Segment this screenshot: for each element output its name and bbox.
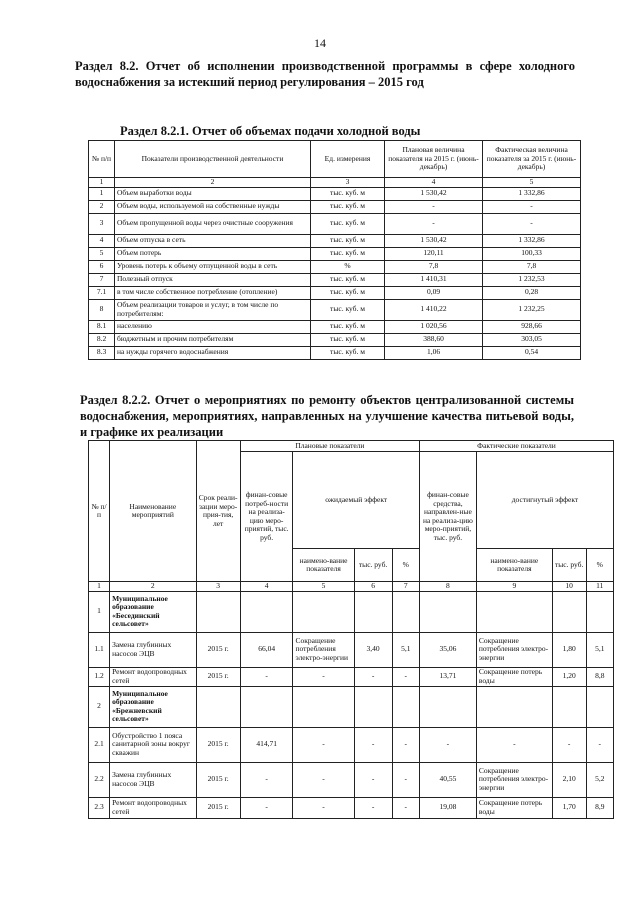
section-8-2-2-heading: Раздел 8.2.2. Отчет о мероприятиях по ремонту объектов централизованной системы водоснабжения, мероприятиях, направленных на улучшение качества питьевой воды, и графике их реализации [80,393,574,439]
expected-rub: - [354,762,392,797]
row-number: 8 [89,299,115,320]
water-supply-volume-table [88,140,581,360]
indicator-name: Полезный отпуск [115,273,311,286]
unit-cell: тыс. куб. м [311,320,385,333]
column-number: 5 [293,582,354,592]
header-cell: Ед. измерения [311,141,385,178]
column-number: 4 [240,582,293,592]
achieved-rub: 1,80 [552,632,586,667]
column-number: 3 [196,582,240,592]
plan-value: 7,8 [385,260,483,273]
empty-cell [419,686,476,727]
table-row [89,260,581,273]
indicator-name: бюджетным и прочим потребителям [115,333,311,346]
page-number: 14 [314,36,326,50]
table-row [89,667,614,686]
achieved-effect-name: Сокращение потребления электро-энергии [476,762,552,797]
unit-cell: тыс. куб. м [311,234,385,247]
header-cell: Плановая величина показателя на 2015 г. (июнь-декабрь) [385,141,483,178]
empty-cell [552,591,586,632]
municipality-name: Муниципальное образование «Бесединский сельсовет» [110,591,196,632]
measure-name: Замена глубинных насосов ЭЦВ [110,762,196,797]
indicator-name: Уровень потерь к объему отпущенной воды в сеть [115,260,311,273]
unit-cell: тыс. куб. м [311,213,385,234]
column-number: 10 [552,582,586,592]
row-number: 2 [89,686,110,727]
expected-rub: - [354,727,392,762]
term-cell: 2015 г. [196,667,240,686]
indicator-name: Объем воды, используемой на собственные нужды [115,200,311,213]
row-number: 8.2 [89,333,115,346]
expected-effect-name: - [293,667,354,686]
table-row [89,247,581,260]
column-number: 8 [419,582,476,592]
row-number: 1 [89,187,115,200]
empty-cell [196,591,240,632]
measure-name: Ремонт водопроводных сетей [110,667,196,686]
table-row [89,346,581,359]
plan-value: - [385,200,483,213]
section-8-2-1-heading: Раздел 8.2.1. Отчет об объемах подачи холодной воды [120,124,421,138]
expected-effect-name: Сокращение потребления электро-энергии [293,632,354,667]
achieved-pct: 5,1 [586,632,614,667]
empty-cell [392,591,419,632]
indicator-name: Объем выработки воды [115,187,311,200]
fact-finance: 19,08 [419,797,476,818]
fact-value: 7,8 [483,260,581,273]
unit-cell: тыс. куб. м [311,187,385,200]
measure-name: Ремонт водопроводных сетей [110,797,196,818]
unit-cell: % [311,260,385,273]
column-number: 9 [476,582,552,592]
plan-finance: 66,04 [240,632,293,667]
plan-value: 1,06 [385,346,483,359]
achieved-effect-name: Сокращение потребления электро-энергии [476,632,552,667]
column-number: 2 [110,582,196,592]
term-cell: 2015 г. [196,727,240,762]
indicator-name: Объем пропущенной воды через очистные сооружения [115,213,311,234]
empty-cell [586,686,614,727]
expected-pct: - [392,762,419,797]
row-number: 1 [89,591,110,632]
achieved-pct: - [586,727,614,762]
table2-column-numbers [89,582,614,592]
header-cell: Плановые показатели [240,441,419,452]
fact-value: 303,05 [483,333,581,346]
header-cell: финан-совые средства, направлен-ные на реализа-цию меро-приятий, тыс. руб. [419,452,476,582]
table-row [89,273,581,286]
header-cell: Наименование мероприятий [110,441,196,582]
plan-value: 1 410,31 [385,273,483,286]
fact-value: 0,54 [483,346,581,359]
table-row [89,632,614,667]
table-row [89,333,581,346]
row-number: 1.2 [89,667,110,686]
table-row [89,200,581,213]
fact-finance: 13,71 [419,667,476,686]
table-row [89,320,581,333]
measure-name: Замена глубинных насосов ЭЦВ [110,632,196,667]
achieved-pct: 8,9 [586,797,614,818]
table-row [89,762,614,797]
indicator-name: Объем реализации товаров и услуг, в том числе по потребителям: [115,299,311,320]
header-cell: Срок реали-зации меро-прия-тия, лет [196,441,240,582]
unit-cell: тыс. куб. м [311,346,385,359]
fact-value: 0,28 [483,286,581,299]
expected-pct: - [392,667,419,686]
achieved-effect-name: - [476,727,552,762]
table-row [89,299,581,320]
row-number: 5 [89,247,115,260]
empty-cell [476,686,552,727]
unit-cell: тыс. куб. м [311,273,385,286]
empty-cell [586,591,614,632]
unit-cell: тыс. куб. м [311,333,385,346]
empty-cell [476,591,552,632]
plan-value: 1 020,56 [385,320,483,333]
row-number: 4 [89,234,115,247]
section-8-2-heading: Раздел 8.2. Отчет об исполнении производственной программы в сфере холодного водоснабжения за истекший период регулирования – 2015 год [75,59,575,89]
empty-cell [240,686,293,727]
plan-value: 1 530,42 [385,187,483,200]
achieved-effect-name: Сокращение потерь воды [476,797,552,818]
column-number: 2 [115,178,311,188]
row-number: 2 [89,200,115,213]
plan-value: 0,09 [385,286,483,299]
unit-cell: тыс. куб. м [311,299,385,320]
term-cell: 2015 г. [196,762,240,797]
plan-finance: - [240,667,293,686]
achieved-pct: 8,8 [586,667,614,686]
table1-header-row [89,141,581,178]
row-number: 6 [89,260,115,273]
fact-value: 1 232,25 [483,299,581,320]
row-number: 7 [89,273,115,286]
empty-cell [552,686,586,727]
row-number: 3 [89,213,115,234]
achieved-rub: 1,20 [552,667,586,686]
plan-value: 388,60 [385,333,483,346]
achieved-pct: 5,2 [586,762,614,797]
table-row [89,797,614,818]
indicator-name: Объем отпуска в сеть [115,234,311,247]
table-row [89,727,614,762]
table2-header-row-1 [89,441,614,452]
header-cell: № п/п [89,441,110,582]
row-number: 8.3 [89,346,115,359]
column-number: 7 [392,582,419,592]
fact-value: 1 232,53 [483,273,581,286]
column-number: 5 [483,178,581,188]
expected-pct: - [392,797,419,818]
header-cell: наимено-вание показателя [293,549,354,582]
measure-name: Обустройство 1 пояса санитарной зоны вокруг скважин [110,727,196,762]
empty-cell [354,591,392,632]
empty-cell [419,591,476,632]
column-number: 4 [385,178,483,188]
column-number: 6 [354,582,392,592]
plan-value: - [385,213,483,234]
plan-value: 120,11 [385,247,483,260]
column-number: 1 [89,178,115,188]
header-cell: достигнутый эффект [476,452,613,549]
fact-value: 1 332,86 [483,234,581,247]
expected-rub: 3,40 [354,632,392,667]
repair-measures-table [88,440,614,819]
indicator-name: Объем потерь [115,247,311,260]
unit-cell: тыс. куб. м [311,200,385,213]
term-cell: 2015 г. [196,632,240,667]
municipality-row [89,686,614,727]
expected-effect-name: - [293,797,354,818]
indicator-name: в том числе собственное потребление (отопление) [115,286,311,299]
table-row [89,286,581,299]
row-number: 7.1 [89,286,115,299]
column-number: 1 [89,582,110,592]
header-cell: финан-совые потреб-ности на реализа-цию меро-приятий, тыс. руб. [240,452,293,582]
municipality-name: Муниципальное образование «Брежневский сельсовет» [110,686,196,727]
expected-pct: 5,1 [392,632,419,667]
header-cell: ожидаемый эффект [293,452,419,549]
row-number: 2.2 [89,762,110,797]
achieved-rub: 2,10 [552,762,586,797]
empty-cell [293,591,354,632]
fact-value: 1 332,86 [483,187,581,200]
indicator-name: на нужды горячего водоснабжения [115,346,311,359]
expected-pct: - [392,727,419,762]
row-number: 1.1 [89,632,110,667]
empty-cell [196,686,240,727]
empty-cell [293,686,354,727]
fact-finance: 40,55 [419,762,476,797]
term-cell: 2015 г. [196,797,240,818]
municipality-row [89,591,614,632]
header-cell: Фактическая величина показателя за 2015 г. (июнь-декабрь) [483,141,581,178]
achieved-rub: - [552,727,586,762]
expected-rub: - [354,667,392,686]
row-number: 8.1 [89,320,115,333]
plan-value: 1 410,22 [385,299,483,320]
header-cell: тыс. руб. [552,549,586,582]
indicator-name: населению [115,320,311,333]
unit-cell: тыс. куб. м [311,286,385,299]
header-cell: Показатели производственной деятельности [115,141,311,178]
achieved-rub: 1,70 [552,797,586,818]
row-number: 2.3 [89,797,110,818]
unit-cell: тыс. куб. м [311,247,385,260]
table-row [89,213,581,234]
table1-column-numbers [89,178,581,188]
fact-value: - [483,200,581,213]
header-cell: наимено-вание показателя [476,549,552,582]
fact-value: - [483,213,581,234]
plan-finance: - [240,762,293,797]
fact-finance: 35,06 [419,632,476,667]
plan-finance: 414,71 [240,727,293,762]
achieved-effect-name: Сокращение потерь воды [476,667,552,686]
header-cell: % [586,549,614,582]
table-row [89,234,581,247]
fact-finance: - [419,727,476,762]
header-cell: % [392,549,419,582]
table-row [89,187,581,200]
row-number: 2.1 [89,727,110,762]
expected-rub: - [354,797,392,818]
column-number: 11 [586,582,614,592]
fact-value: 928,66 [483,320,581,333]
empty-cell [392,686,419,727]
expected-effect-name: - [293,762,354,797]
plan-finance: - [240,797,293,818]
plan-value: 1 530,42 [385,234,483,247]
header-cell: тыс. руб. [354,549,392,582]
empty-cell [354,686,392,727]
header-cell: № п/п [89,141,115,178]
header-cell: Фактические показатели [419,441,613,452]
expected-effect-name: - [293,727,354,762]
empty-cell [240,591,293,632]
column-number: 3 [311,178,385,188]
fact-value: 100,33 [483,247,581,260]
